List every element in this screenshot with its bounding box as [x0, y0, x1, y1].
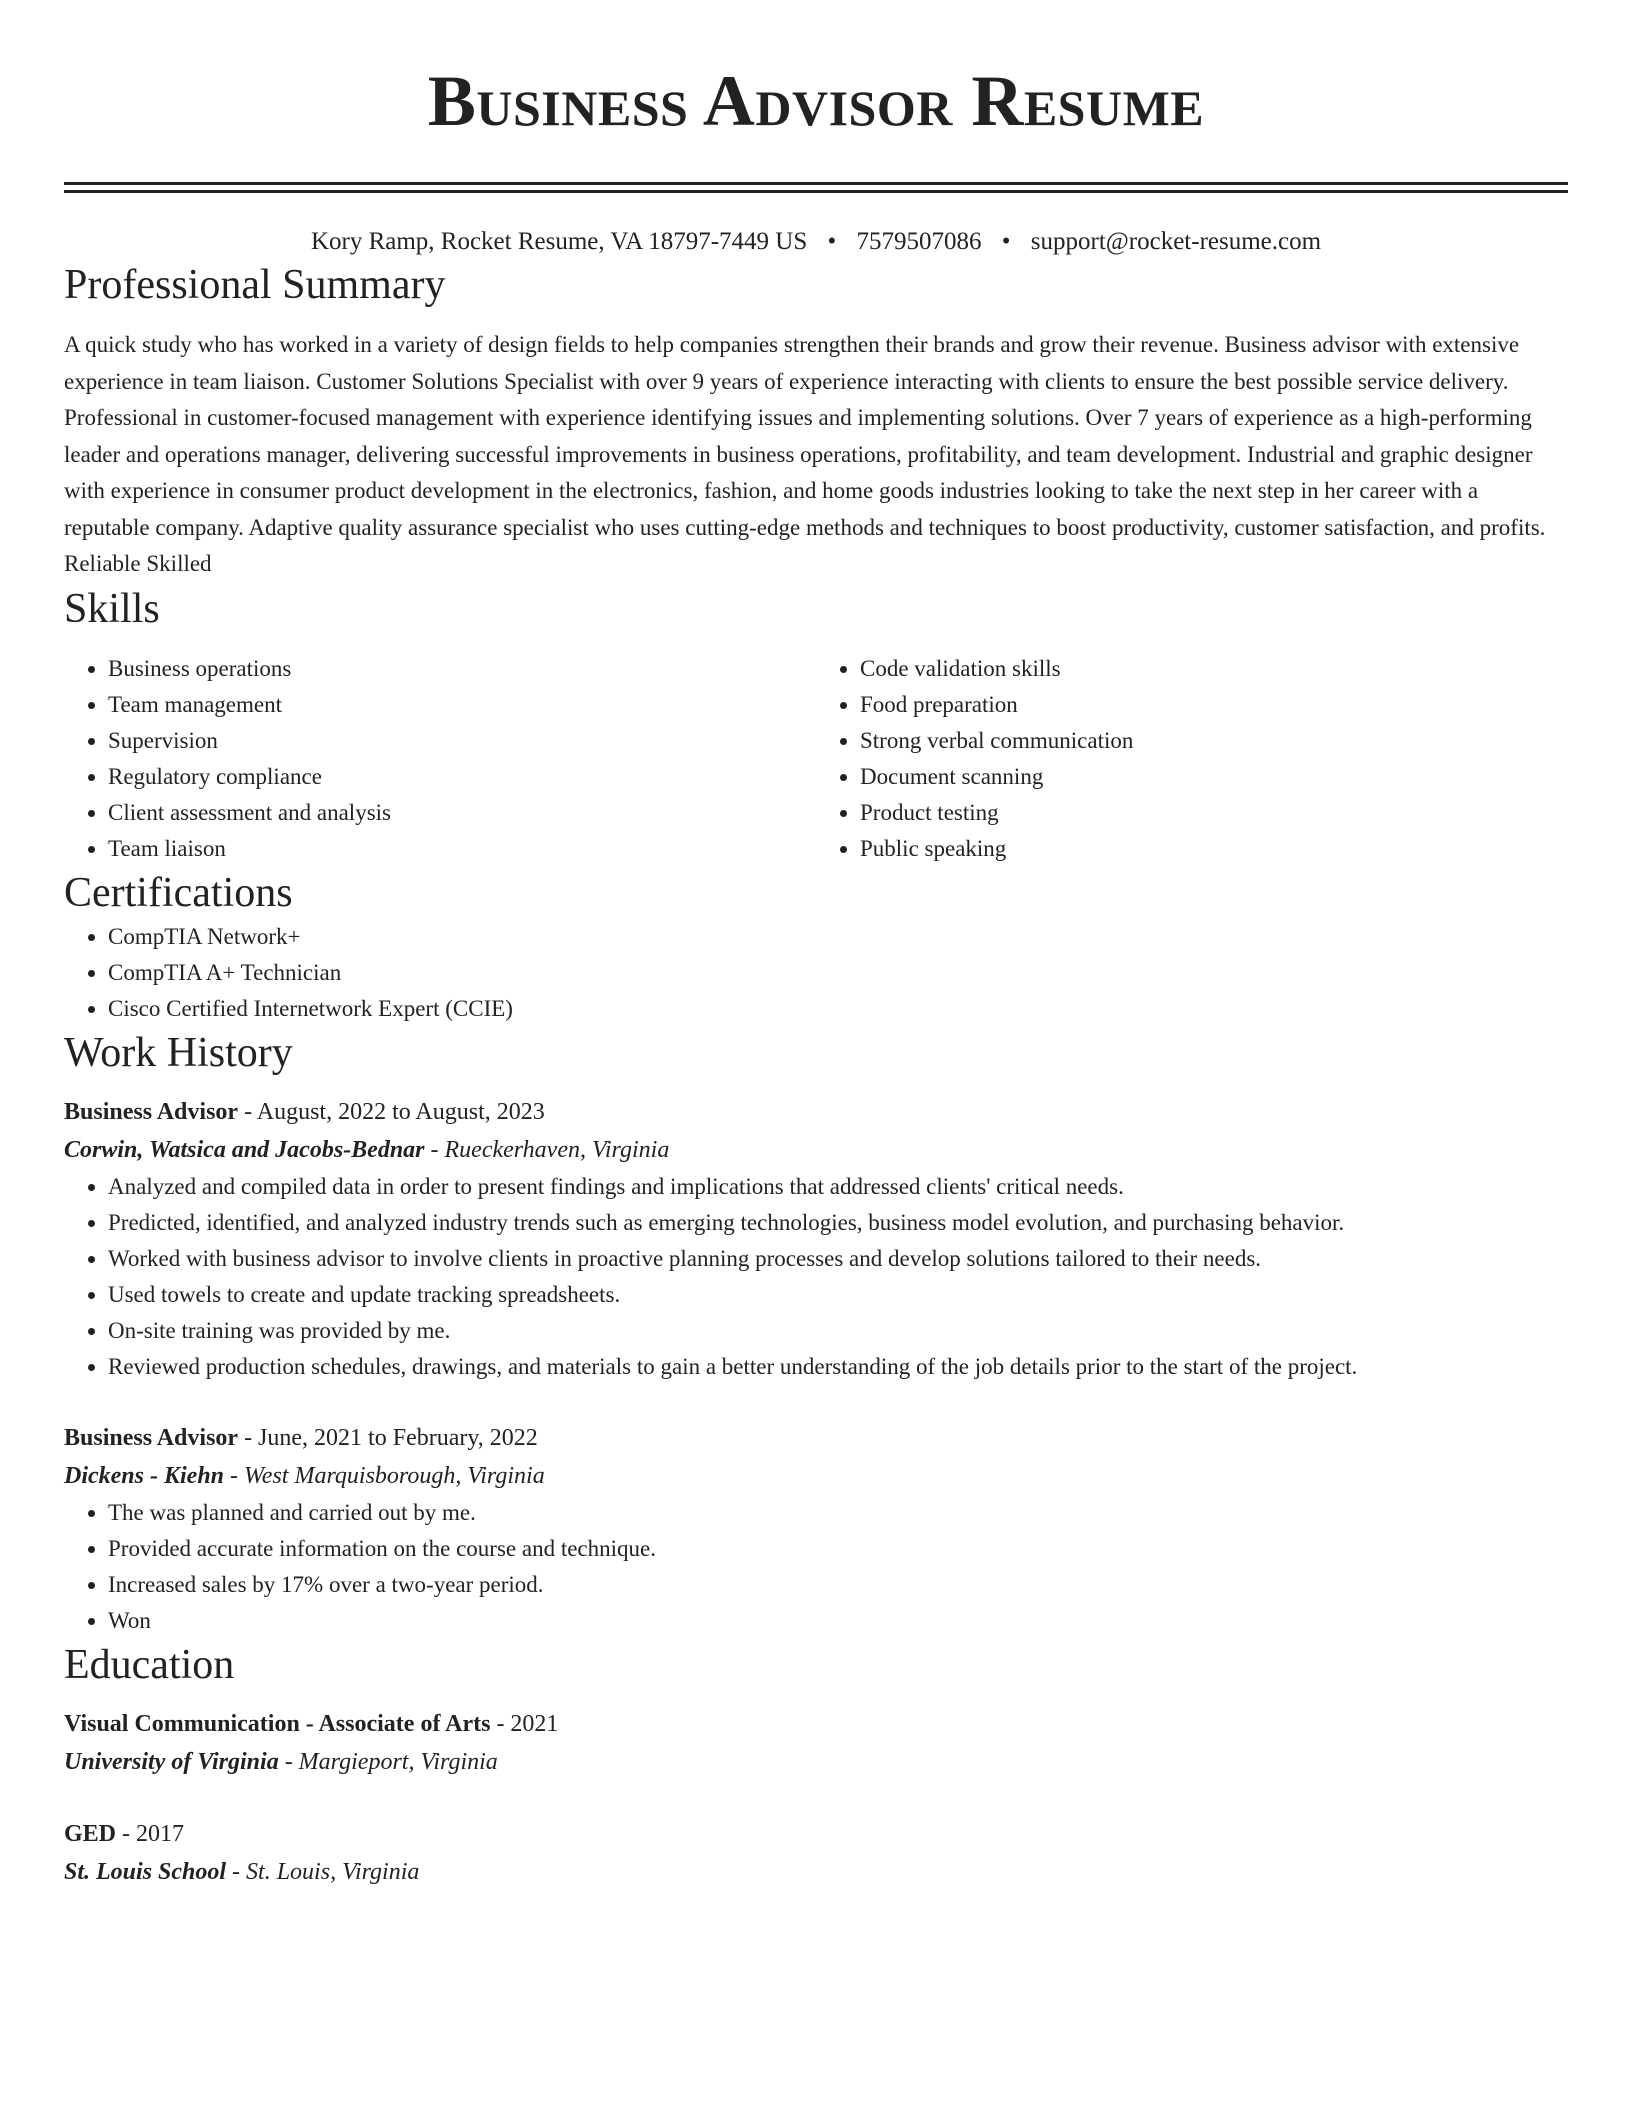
education-entry	[64, 1705, 1568, 1781]
job-company: Dickens - Kiehn	[64, 1462, 225, 1489]
skill-item: • Business operations	[108, 651, 816, 687]
job-bullet: • Won	[108, 1603, 1568, 1639]
skill-item: • Food preparation	[860, 687, 1568, 723]
education-school-line	[64, 1743, 1568, 1781]
work-history-heading: Work History	[64, 1029, 293, 1076]
job-bullet: • Provided accurate information on the course and technique.	[108, 1531, 1568, 1567]
job-entry	[64, 1419, 1568, 1639]
job-bullet: • Increased sales by 17% over a two-year period.	[108, 1567, 1568, 1603]
skill-item: • Client assessment and analysis	[108, 795, 816, 831]
skill-item: • Supervision	[108, 723, 816, 759]
job-title: Business Advisor	[64, 1098, 239, 1125]
skills-columns	[64, 651, 1568, 867]
education-year: - 2017	[116, 1820, 185, 1847]
skills-heading: Skills	[64, 585, 160, 632]
job-bullets	[64, 1169, 1568, 1385]
skill-item: • Document scanning	[860, 759, 1568, 795]
contact-separator: •	[1001, 228, 1011, 255]
contact-email: support@rocket-resume.com	[1030, 228, 1322, 255]
contact-phone: 7579507086	[856, 228, 982, 255]
job-dates: - August, 2022 to August, 2023	[238, 1098, 545, 1125]
job-company-line	[64, 1131, 1568, 1169]
title-double-rule	[64, 182, 1568, 193]
education-heading: Education	[64, 1641, 235, 1688]
skill-item: • Public speaking	[860, 831, 1568, 867]
education-location: - Margieport, Virginia	[278, 1748, 498, 1775]
job-location: - Rueckerhaven, Virginia	[424, 1136, 670, 1163]
education-school: St. Louis School	[64, 1858, 227, 1885]
job-entry	[64, 1093, 1568, 1385]
job-company: Corwin, Watsica and Jacobs-Bednar	[64, 1136, 425, 1163]
job-company-line	[64, 1457, 1568, 1495]
job-title: Business Advisor	[64, 1424, 239, 1451]
skill-item: • Code validation skills	[860, 651, 1568, 687]
job-bullet: • The was planned and carried out by me.	[108, 1495, 1568, 1531]
certification-item: • CompTIA A+ Technician	[108, 955, 1568, 991]
contact-line	[64, 225, 1568, 259]
education-school: University of Virginia	[64, 1748, 279, 1775]
education-degree-line	[64, 1705, 1568, 1743]
skills-right-list	[816, 651, 1568, 867]
summary-heading: Professional Summary	[64, 262, 446, 308]
skill-item: • Product testing	[860, 795, 1568, 831]
certifications-list	[64, 919, 1568, 1027]
skill-item: • Team management	[108, 687, 816, 723]
job-bullet: • On-site training was provided by me.	[108, 1313, 1568, 1349]
education-location: - St. Louis, Virginia	[226, 1858, 420, 1885]
skill-item: • Regulatory compliance	[108, 759, 816, 795]
education-degree: Visual Communication - Associate of Arts	[64, 1710, 491, 1737]
summary-text: A quick study who has worked in a variety of design fields to help companies strengthen their brands and grow their revenue. Business advisor with extensive experience in team liaison. Customer Solutions Specialist with over 9 years of experience interacting with clients to ensure the best possible service delivery. Professional in customer-focused management with experience identifying issues and implementing solutions. Over 7 years of experience as a high-performing leader and operations manager, delivering successful improvements in business operations, profitability, and team development. Industrial and graphic designer with experience in consumer product development in the electronics, fashion, and home goods industries looking to take the next step in her career with a reputable company. Adaptive quality assurance specialist who uses cutting-edge methods and techniques to boost productivity, customer satisfaction, and profits. Reliable Skilled	[64, 332, 1546, 576]
job-title-line	[64, 1419, 1568, 1457]
contact-separator: •	[827, 228, 837, 255]
resume-title: Business Advisor Resume	[427, 61, 1205, 141]
education-entry	[64, 1815, 1568, 1891]
job-bullet: • Worked with business advisor to involve clients in proactive planning processes and develop solutions tailored to their needs.	[108, 1241, 1568, 1277]
education-degree: GED	[64, 1820, 117, 1847]
job-bullets	[64, 1495, 1568, 1639]
job-title-line	[64, 1093, 1568, 1131]
education-school-line	[64, 1853, 1568, 1891]
certification-item: • CompTIA Network+	[108, 919, 1568, 955]
job-bullet: • Used towels to create and update tracking spreadsheets.	[108, 1277, 1568, 1313]
contact-address: Kory Ramp, Rocket Resume, VA 18797-7449 US	[310, 228, 808, 255]
certification-item: • Cisco Certified Internetwork Expert (CCIE)	[108, 991, 1568, 1027]
job-location: - West Marquisborough, Virginia	[224, 1462, 545, 1489]
job-bullet: • Predicted, identified, and analyzed industry trends such as emerging technologies, business model evolution, and purchasing behavior.	[108, 1205, 1568, 1241]
skill-item: • Strong verbal communication	[860, 723, 1568, 759]
education-year: - 2021	[490, 1710, 559, 1737]
skill-item: • Team liaison	[108, 831, 816, 867]
skills-left-list	[64, 651, 816, 867]
certifications-heading: Certifications	[64, 869, 293, 916]
job-bullet: • Reviewed production schedules, drawings, and materials to gain a better understanding of the job details prior to the start of the project.	[108, 1349, 1568, 1385]
job-dates: - June, 2021 to February, 2022	[238, 1424, 538, 1451]
job-bullet: • Analyzed and compiled data in order to present findings and implications that addressed clients' critical needs.	[108, 1169, 1568, 1205]
education-degree-line	[64, 1815, 1568, 1853]
